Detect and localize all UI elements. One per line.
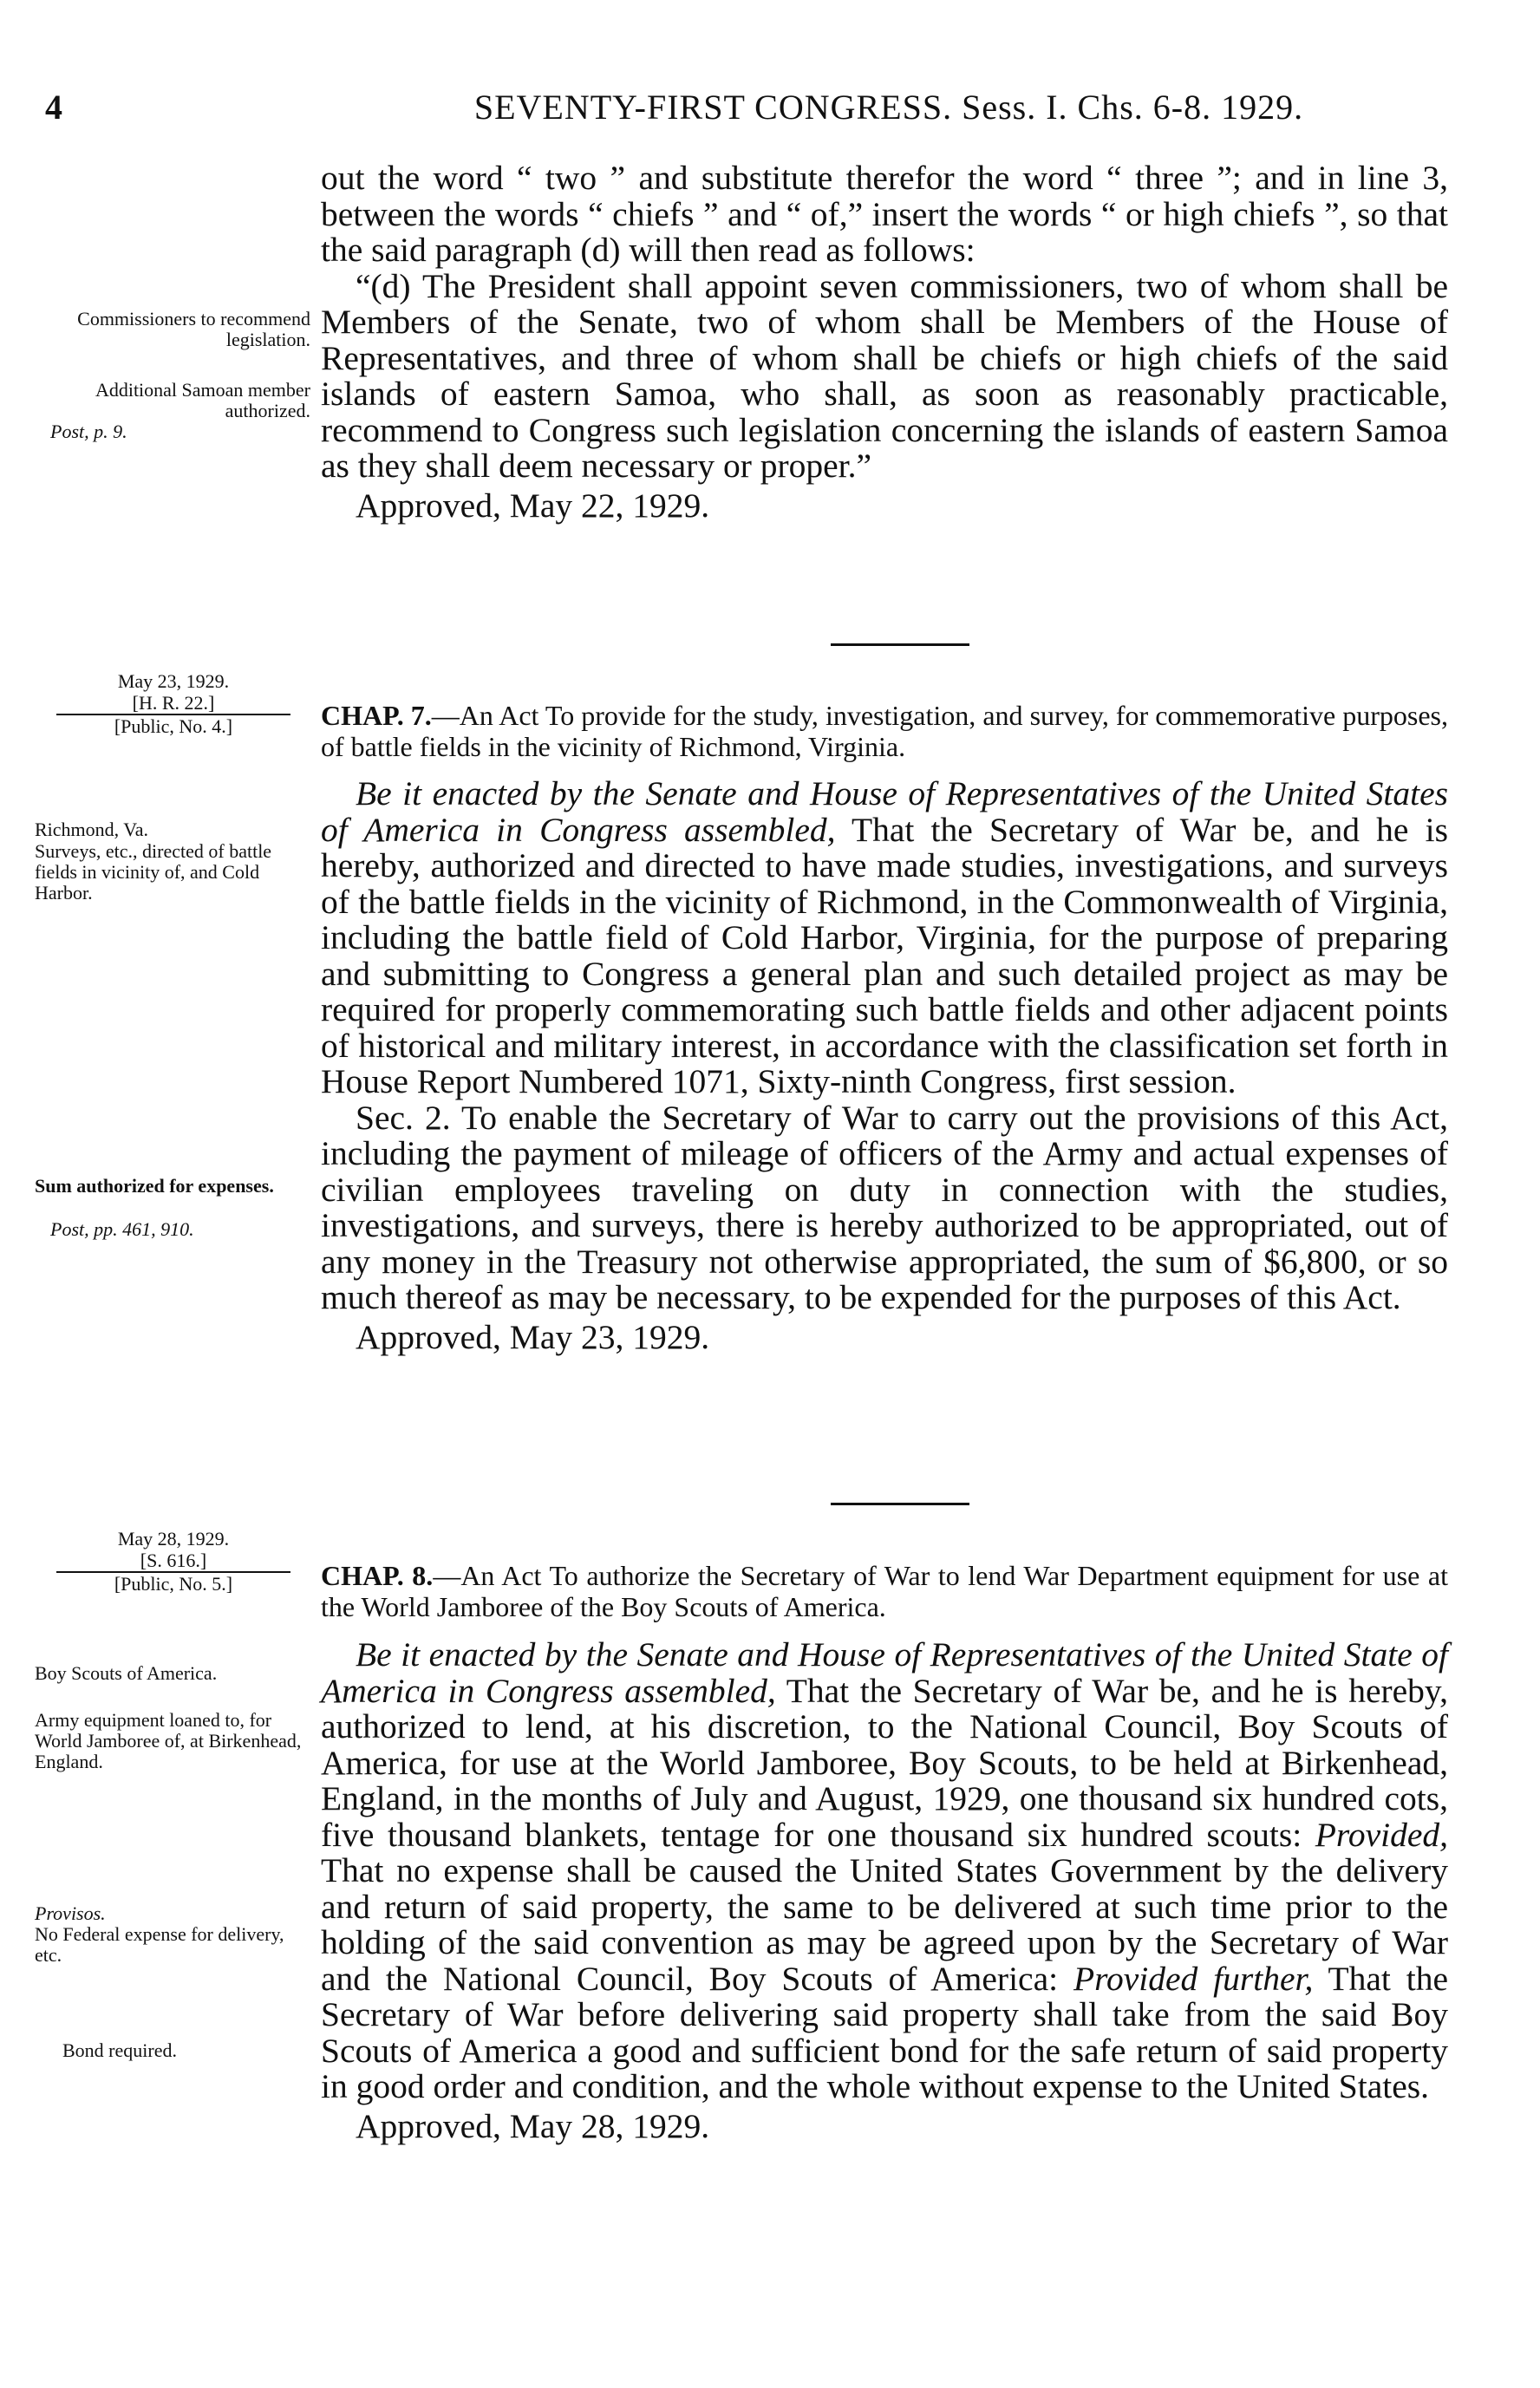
chap8-enacting-clause: Be it enacted by the Senate and House of Representatives of the United State of America in Congress assembled, [321,1635,1448,1710]
margin-note-samoan-member: Additional Samoan member authorized. [95,379,310,421]
chap7-section-1: That the Secretary of War be, and he is hereby, authorized and directed to have made studies, investigations, and surveys of the battle fields in the vicinity of Richmond, in the Commonwealth of Virginia, including the battle field of Cold Harbor, Virginia, for the purpose of preparing and submitting to Congress a general plan and such detailed project as may be required for properly commemorating such battle fields and other adjacent points of historical and military interest, in accordance with the classification set forth in House Report Numbered 1071, Sixty-ninth Congress, first session. [321,810,1448,1100]
margin-note-samoan-post: Post, p. 9. [50,421,127,442]
page-number: 4 [45,88,62,127]
chap8-body-b: That no expense shall be caused the United States Government by the delivery and return of said property, the same to be delivered at such time prior to the holding of the said convention as may be agreed upon by the Secretary of War and the National Council, Boy Scouts of America: [321,1851,1448,1998]
chap8-body [321,1637,1448,2144]
chap8-body-a: That the Secretary of War be, and he is hereby, authorized to lend, at his discretion, to the National Council, Boy Scouts of America, for use at the World Jamboree, Boy Scouts, to be held at Birkenhead, England, in the months of July and August, 1929, one thousand six hundred cots, five thousand blankets, tentage for one thousand six hundred scouts: [321,1671,1448,1854]
margin-note-provisos: Provisos. [35,1902,106,1924]
quoted-paragraph-d: “(d) The President shall appoint seven commissioners, two of whom shall be Members of the Senate, two of whom shall be Members of the House of Representatives, and three of whom shall be chiefs or high chiefs of the said islands of eastern Samoa, who shall, as soon as reasonably practicable, recommend to Congress such legislation concerning the islands of eastern Samoa as they shall deem necessary or proper.” [321,266,1448,485]
margin-note-commissioners: Commissioners to recommend legislation. [77,308,310,350]
margin-note-richmond: Richmond, Va. [35,819,148,840]
margin-note-bond: Bond required. [62,2039,177,2061]
chap7-section-2-label: Sec. 2. [356,1098,451,1137]
amendment-intro: out the word “ two ” and substitute therefor the word “ three ”; and in line 3, between the words “ chiefs ” and “ of,” insert the words “ or high chiefs ”, so that the said paragraph (d) will then read as follows: [321,159,1448,269]
chap8-public: [Public, No. 5.] [114,1573,233,1595]
chap8-heading [321,1560,1448,1622]
chap8-body-c: That the Secretary of War before delivering said property shall take from the said Boy Scouts of America a good and sufficient bond for the safe return of said property in good order and condition, and the whole without expense to the United States. [321,1959,1448,2105]
margin-note-no-expense: No Federal expense for delivery, etc. [35,1923,284,1966]
chapter-6-continuation [321,160,1448,524]
chap7-label: CHAP. 7. [321,700,432,731]
chap8-label: CHAP. 8. [321,1560,434,1591]
margin-note-army-equipment: Army equipment loaned to, for World Jamboree of, at Birkenhead, England. [35,1709,302,1772]
running-head: SEVENTY-FIRST CONGRESS. Sess. I. Chs. 6-8. 1929. [473,88,1304,127]
chap8-provided: Provided, [1315,1815,1448,1854]
approved-may-28: Approved, May 28, 1929. [356,2106,710,2145]
chap7-title: —An Act To provide for the study, investigation, and survey, for commemorative purposes, of battle fields in the vicinity of Richmond, Virginia. [321,700,1449,762]
chap7-public: [Public, No. 4.] [114,715,233,737]
chap7-body [321,776,1448,1355]
chap7-section-2: To enable the Secretary of War to carry out the provisions of this Act, including the payment of mileage of officers of the Army and actual expenses of civilian employees traveling on duty in connection with the studies, investigations, and surveys, there is hereby authorized to be appropriated, out of any money in the Treasury not otherwise appropriated, the sum of $6,800, or so much thereof as may be necessary, to be expended for the purposes of this Act. [321,1098,1448,1316]
margin-note-boy-scouts: Boy Scouts of America. [35,1662,218,1684]
chap7-heading [321,700,1448,762]
margin-note-surveys: Surveys, etc., directed of battle fields in vicinity of, and Cold Harbor. [35,840,272,904]
chap7-date: May 23, 1929. [117,670,230,692]
chap8-bill: [S. 616.] [56,1550,290,1573]
approved-may-23: Approved, May 23, 1929. [356,1317,710,1356]
chap8-date: May 28, 1929. [117,1528,230,1550]
margin-note-sum-post: Post, pp. 461, 910. [50,1218,194,1240]
margin-note-sum: Sum authorized for expenses. [35,1175,274,1197]
approved-may-22: Approved, May 22, 1929. [356,486,710,525]
chap8-ident [35,1528,312,1595]
chap7-bill: [H. R. 22.] [56,692,290,715]
separator-rule [831,643,969,646]
separator-rule-2 [831,1503,969,1505]
chap8-provided-further: Provided further, [1073,1959,1314,1998]
chap7-enacting-clause: Be it enacted by the Senate and House of Representatives of the United States of America in Congress assembled, [321,774,1448,849]
chap8-title: —An Act To authorize the Secretary of War to lend War Department equipment for use at the World Jamboree of the Boy Scouts of America. [321,1560,1449,1622]
chap7-ident [35,670,312,737]
